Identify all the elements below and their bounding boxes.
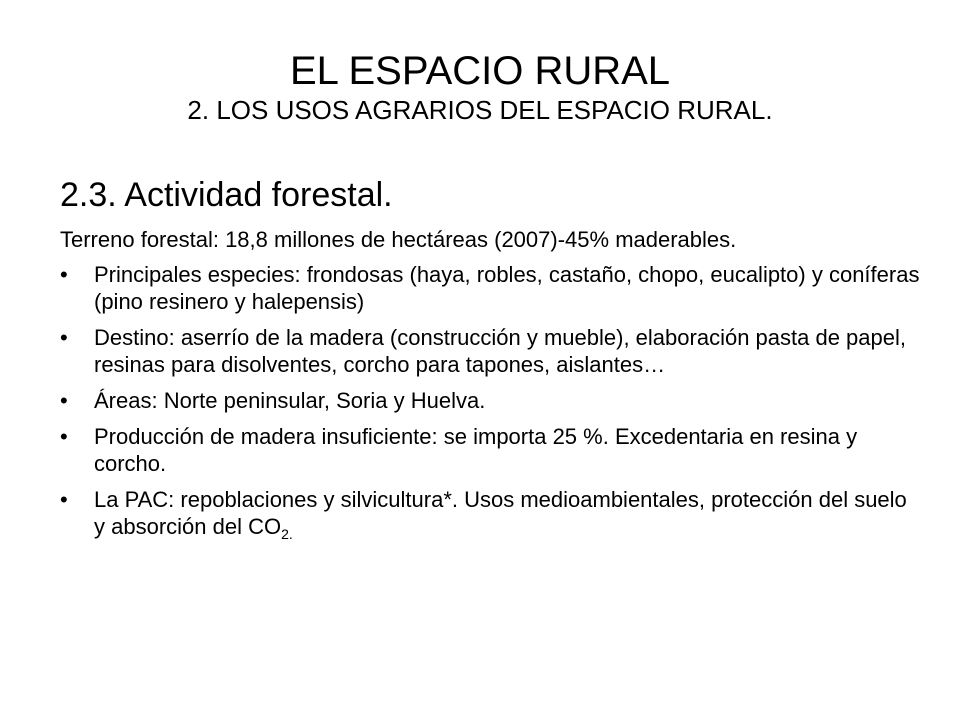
slide-subtitle: 2. LOS USOS AGRARIOS DEL ESPACIO RURAL. [187,95,773,125]
bullet-marker: • [60,262,68,287]
bullet-marker: • [60,424,68,449]
slide-title: EL ESPACIO RURAL [289,49,671,93]
bullet-item [60,261,920,315]
bullet-item [60,387,920,414]
intro-text: Terreno forestal: 18,8 millones de hectáreas (2007)-45% maderables. [60,227,737,252]
bullet-item [60,324,920,378]
bullet-item [60,486,920,540]
slide-content [60,174,920,549]
bullet-list [60,261,920,540]
bullet-marker: • [60,388,68,413]
bullet-marker: • [60,325,68,350]
section-heading: 2.3. Actividad forestal. [60,176,393,214]
bullet-text: Destino: aserrío de la madera (construcción y mueble), elaboración pasta de papel, resinas para disolventes, corcho para tapones, aislantes… [94,325,907,377]
subscript-text: 2. [281,526,293,542]
bullet-text: Principales especies: frondosas (haya, robles, castaño, chopo, eucalipto) y coníferas (pino resinero y halepensis) [94,262,920,314]
bullet-item [60,423,920,477]
title-block [0,48,960,126]
bullet-marker: • [60,487,68,512]
bullet-text: Producción de madera insuficiente: se importa 25 %. Excedentaria en resina y corcho. [94,424,858,476]
bullet-text: Áreas: Norte peninsular, Soria y Huelva. [94,388,486,413]
bullet-text: La PAC: repoblaciones y silvicultura*. Usos medioambientales, protección del suelo y absorción del CO [94,487,907,539]
